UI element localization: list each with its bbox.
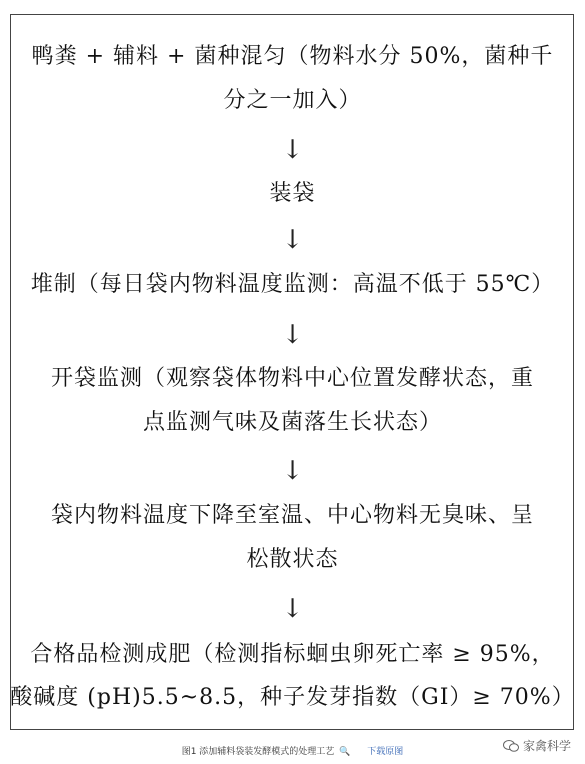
step-5-line-2: 松散状态 <box>246 547 339 572</box>
step-1-line-2: 分之一加入） <box>223 88 362 113</box>
wechat-icon <box>503 740 519 752</box>
step-6-line-1: 合格品检测成肥（检测指标蛔虫卵死亡率 ≥ 95%， <box>30 642 555 667</box>
step-3-line-1: 堆制（每日袋内物料温度监测：高温不低于 55℃） <box>30 272 555 297</box>
step-4-line-2: 点监测气味及菌落生长状态） <box>142 410 442 435</box>
arrow-down-icon: ↓ <box>281 456 304 486</box>
step-1-line-1: 鸭粪 + 辅料 + 菌种混匀（物料水分 50%，菌种千 <box>31 44 554 69</box>
arrow-down-icon: ↓ <box>281 135 304 165</box>
step-5-line-1: 袋内物料温度下降至室温、中心物料无臭味、呈 <box>50 503 534 528</box>
watermark-text: 家禽科学 <box>522 739 571 753</box>
step-4-line-1: 开袋监测（观察袋体物料中心位置发酵状态，重 <box>50 366 534 391</box>
arrow-down-icon: ↓ <box>281 225 304 255</box>
watermark <box>503 737 571 754</box>
step-2-line-1: 装袋 <box>269 181 316 206</box>
figure-caption <box>0 744 585 757</box>
download-original-link[interactable]: 下载原图 <box>367 747 404 757</box>
arrow-down-icon: ↓ <box>281 594 304 624</box>
step-6-line-2: 酸碱度 (pH)5.5~8.5，种子发芽指数（GI）≥ 70%） <box>10 685 575 710</box>
arrow-down-icon: ↓ <box>281 320 304 350</box>
zoom-icon[interactable]: 🔍 <box>339 747 351 757</box>
caption-text: 图1 添加辅料袋装发酵模式的处理工艺 <box>181 747 335 757</box>
